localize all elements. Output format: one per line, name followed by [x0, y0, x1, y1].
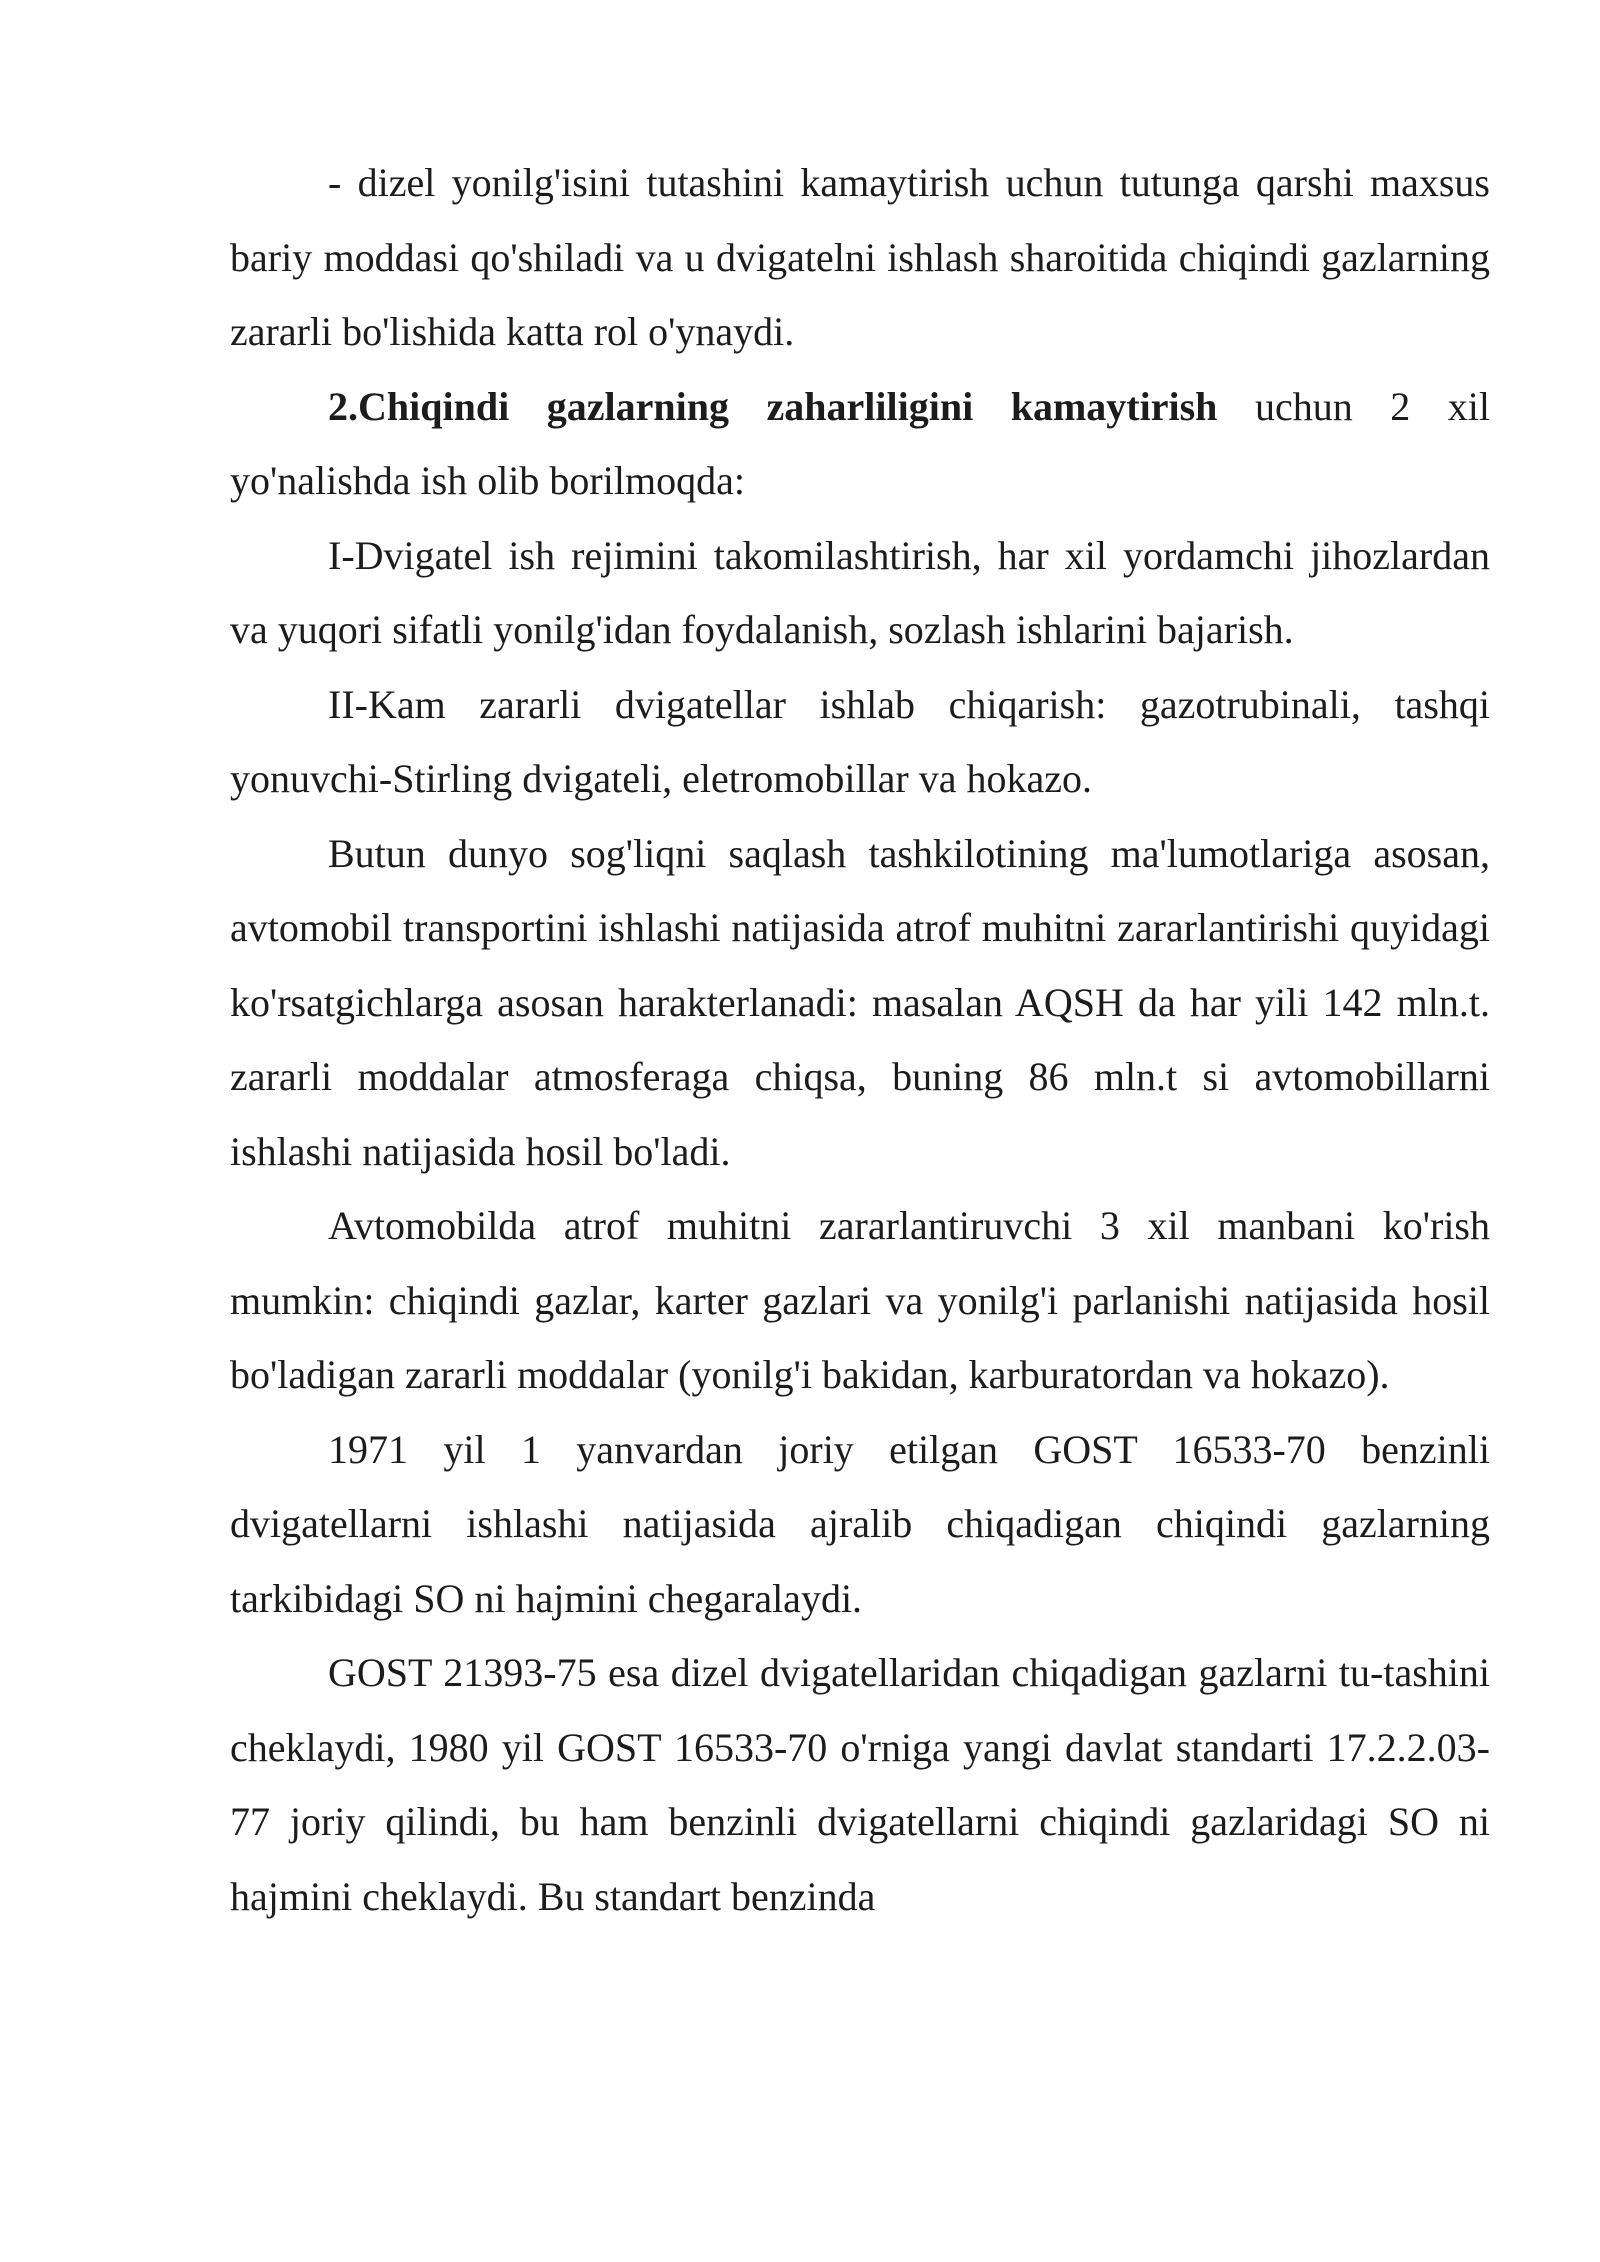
paragraph-gost-21393: [230, 1636, 1490, 1934]
paragraph-who-statistics: [230, 817, 1490, 1190]
paragraph-direction-one: [230, 519, 1490, 668]
paragraph-direction-two: [230, 668, 1490, 817]
paragraph-text: Avtomobilda atrof muhitni zararlantiruvchi 3 xil manbani ko'rish mumkin: chiqindi gazlar, karter gazlari va yonilg'i parlanishi natijasida hosil bo'ladigan zararli moddalar (yonilg'i bakidan, karburatordan va hokazo).: [230, 1203, 1490, 1397]
paragraph-heading: 2.Chiqindi gazlarning zaharliligini kamaytirish: [328, 383, 1218, 429]
paragraph-text: GOST 21393-75 esa dizel dvigatellaridan chiqadigan gazlarni tu-tashini cheklaydi, 1980 yil GOST 16533-70 o'rniga yangi davlat standarti 17.2.2.03-77 joriy qilindi, bu ham benzinli dvigatellarni chiqindi gazlaridagi SO ni hajmini cheklaydi. Bu standart benzinda: [230, 1650, 1490, 1919]
paragraph-gost-16533: [230, 1413, 1490, 1637]
paragraph-text: II-Kam zararli dvigatellar ishlab chiqarish: gazotrubinali, tashqi yonuvchi-Stirling dvigateli, eletromobillar va hokazo.: [230, 681, 1490, 801]
paragraph-text: I-Dvigatel ish rejimini takomilashtirish, har xil yordamchi jihozlardan va yuqori sifatli yonilg'idan foydalanish, sozlash ishlarini bajarish.: [230, 532, 1490, 652]
paragraph-text: uchun 2 xil yo'nalishda ish olib borilmoqda:: [230, 383, 1490, 503]
paragraph-text: - dizel yonilg'isini tutashini kamaytirish uchun tutunga qarshi maxsus bariy moddasi qo'shiladi va u dvigatelni ishlash sharoitida chiqindi gazlarning zararli bo'lishida katta rol o'ynaydi.: [230, 160, 1490, 354]
paragraph-text: Butun dunyo sog'liqni saqlash tashkilotining ma'lumotlariga asosan, avtomobil transportini ishlashi natijasida atrof muhitni zararlantirishi quyidagi ko'rsatgichlarga asosan harakterlanadi: masalan AQSH da har yili 142 mln.t. zararli moddalar atmosferaga chiqsa, buning 86 mln.t si avtomobillarni ishlashi natijasida hosil bo'ladi.: [230, 830, 1490, 1174]
paragraph-diesel-additive: [230, 146, 1490, 370]
document-page: [230, 146, 1490, 1934]
paragraph-pollution-sources: [230, 1189, 1490, 1413]
paragraph-text: 1971 yil 1 yanvardan joriy etilgan GOST 16533-70 benzinli dvigatellarni ishlashi natijasida ajralib chiqadigan chiqindi gazlarning tarkibidagi SO ni hajmini chegaralaydi.: [230, 1426, 1490, 1621]
paragraph-toxicity-reduction: [230, 370, 1490, 519]
